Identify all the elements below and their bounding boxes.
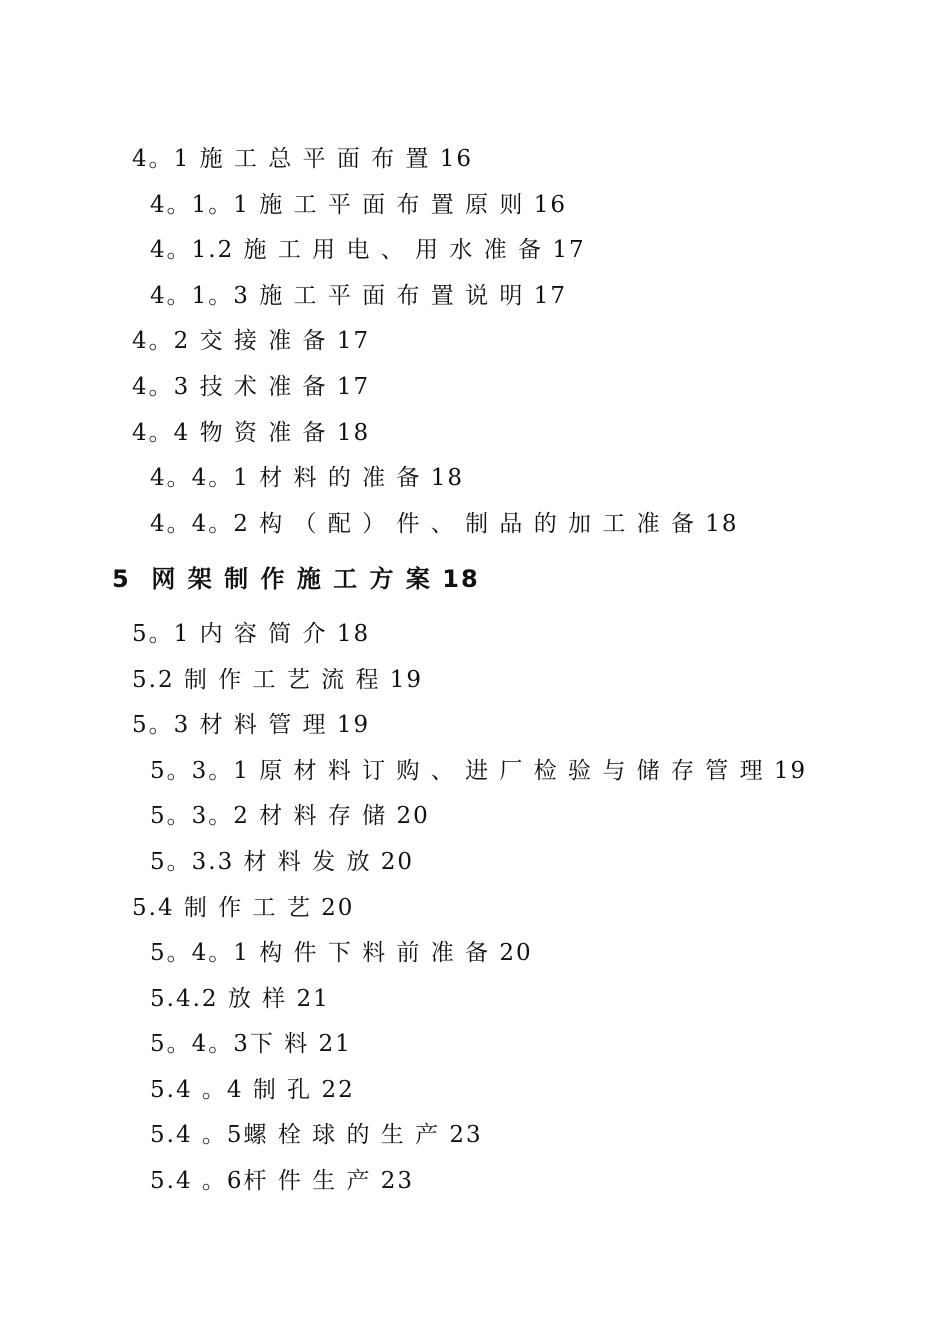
toc-entry-4-4-2: 4。4。2 构 （ 配 ） 件 、 制 品 的 加 工 准 备 18 xyxy=(150,511,739,537)
toc-entry-4-4-1: 4。4。1 材 料 的 准 备 18 xyxy=(150,465,465,491)
toc-entry-4-1-2: 4。1.2 施 工 用 电 、 用 水 准 备 17 xyxy=(150,237,586,263)
toc-entry-5-3-2: 5。3。2 材 料 存 储 20 xyxy=(150,803,430,829)
toc-entry-4-1-3: 4。1。3 施 工 平 面 布 置 说 明 17 xyxy=(150,283,567,309)
toc-entry-5-4-4: 5.4 。4 制 孔 22 xyxy=(150,1077,355,1103)
toc-entry-5-3: 5。3 材 料 管 理 19 xyxy=(132,712,371,738)
toc-entry-5-4-3: 5。4。3下 料 21 xyxy=(150,1031,352,1057)
toc-entry-4-2: 4。2 交 接 准 备 17 xyxy=(132,328,371,354)
toc-entry-4-1: 4。1 施 工 总 平 面 布 置 16 xyxy=(132,146,474,172)
toc-entry-5-3-3: 5。3.3 材 料 发 放 20 xyxy=(150,849,415,875)
toc-entry-5-4-1: 5。4。1 构 件 下 料 前 准 备 20 xyxy=(150,940,533,966)
toc-entry-5-3-1: 5。3。1 原 材 料 订 购 、 进 厂 检 验 与 储 存 管 理 19 xyxy=(150,758,808,784)
toc-entry-5-4-2: 5.4.2 放 样 21 xyxy=(150,986,330,1012)
toc-entry-5: 5 网 架 制 作 施 工 方 案 18 xyxy=(112,565,480,593)
toc-entry-5-4: 5.4 制 作 工 艺 20 xyxy=(132,895,355,921)
toc-entry-5-4-6: 5.4 。6杆 件 生 产 23 xyxy=(150,1168,415,1194)
toc-entry-5-2: 5.2 制 作 工 艺 流 程 19 xyxy=(132,667,424,693)
toc-entry-4-1-1: 4。1。1 施 工 平 面 布 置 原 则 16 xyxy=(150,192,567,218)
toc-entry-4-4: 4。4 物 资 准 备 18 xyxy=(132,420,371,446)
toc-entry-4-3: 4。3 技 术 准 备 17 xyxy=(132,374,371,400)
toc-entry-5-1: 5。1 内 容 简 介 18 xyxy=(132,621,371,647)
toc-entry-5-4-5: 5.4 。5螺 栓 球 的 生 产 23 xyxy=(150,1122,483,1148)
